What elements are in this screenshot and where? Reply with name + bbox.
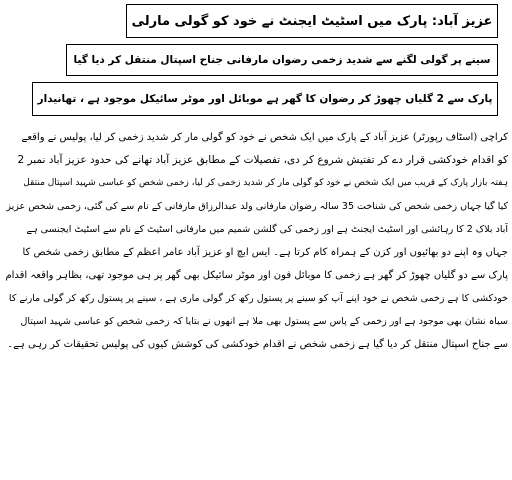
headline-main-text: عزیز آباد: پارک میں اسٹیٹ ایجنٹ نے خود کو گولی مارلی [131, 13, 493, 29]
article-line: کیا گیا جہاں زخمی شخص کی شناخت 35 سالہ رضوان مارفانی ولد عبدالرزاق مارفانی کے نام سے کی گئی، زخمی شخص عزیز [6, 201, 508, 212]
article-line: آباد بلاک 2 کا رہائشی اور اسٹیٹ ایجنٹ ہے اور زخمی کی گلشن شمیم میں مارفانی اسٹیٹ کے نام سے اسٹیٹ ایجنسی ہے [26, 224, 508, 235]
article-line: خودکشی کا ہے زخمی شخص نے خود اپنے آپ کو سینے پر پستول رکھ کر گولی ماری ہے ، سینے پر پستول رکھ کر گولی مارنے کا [8, 293, 508, 304]
article-body [4, 126, 508, 356]
headline-sub-2 [32, 82, 498, 116]
headline-sub-1-text: سینے پر گولی لگنے سے شدید زخمی رضوان مارفانی جناح اسپتال منتقل کر دیا گیا [73, 54, 491, 66]
article-line: سے جناح اسپتال منتقل کر دیا گیا ہے زخمی شخص نے اقدام خودکشی کی کوشش کیوں کی پولیس تحقیقات کر رہی ہے۔ [7, 339, 508, 350]
headline-sub-1 [66, 44, 498, 76]
article-line: پارک سے دو گلیاں چھوڑ کر گھر ہے زخمی کا موبائل فون اور موٹر سائیکل بھی گھر پر ہی موجود تھی، بظاہر واقعہ اقدام [5, 270, 508, 281]
article-line: کراچی (اسٹاف رپورٹر) عزیز آباد کے پارک میں ایک شخص نے خود کو گولی مار کر شدید زخمی کر لیا، پولیس نے واقعے [21, 132, 508, 143]
article-line: ہفتہ بازار پارک کے قریب میں ایک شخص نے خود کو گولی مار کر شدید زخمی کر لیا، زخمی شخص کو عباسی شہید اسپتال منتقل [23, 178, 508, 188]
article-line: کو اقدام خودکشی قرار دے کر تفتیش شروع کر دی، تفصیلات کے مطابق عزیز آباد تھانے کی حدود عزیز آباد نمبر 2 [17, 154, 508, 166]
headline-sub-2-text: پارک سے 2 گلیاں چھوڑ کر رضوان کا گھر ہے موبائل اور موٹر سائیکل موجود ہے ، تھانیدار [37, 93, 493, 105]
headline-main [126, 4, 498, 38]
article-line: سیاہ نشان بھی موجود ہے اور زخمی کے پاس سے پستول بھی ملا ہے انھوں نے بتایا کہ زخمی شخص کو عباسی شہید اسپتال [20, 316, 508, 327]
article-line: جہاں وہ اپنے دو بھائیوں اور کزن کے ہمراہ کام کرتا ہے۔ ایس ایچ او عزیز آباد عامر اعظم کے مطابق زخمی شخص کا [22, 247, 508, 258]
